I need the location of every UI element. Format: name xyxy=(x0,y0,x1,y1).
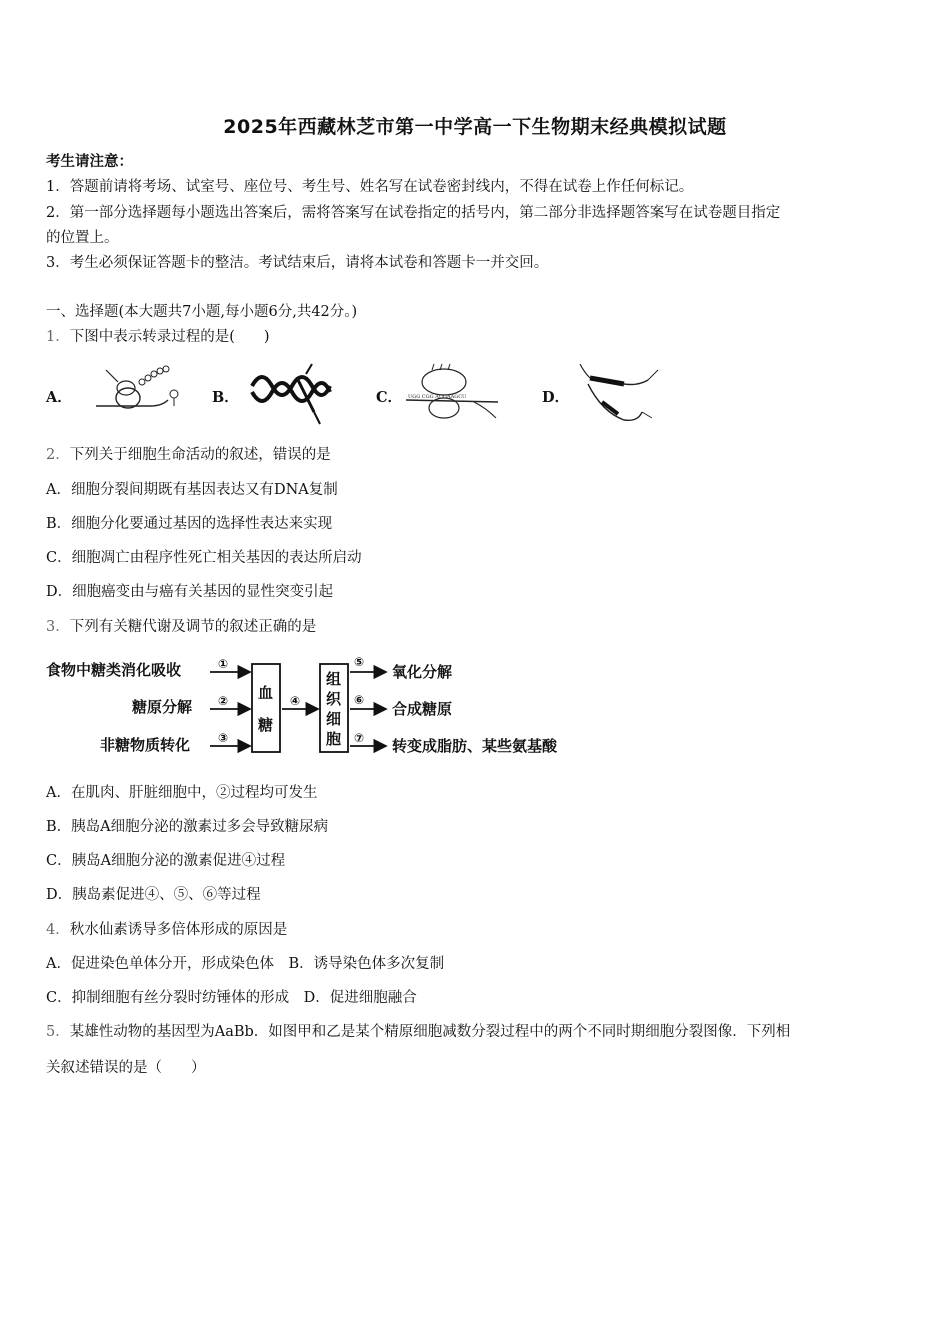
blood-sugar-box xyxy=(252,664,280,752)
question-stem: 下列关于细胞生命活动的叙述，错误的是 xyxy=(69,447,331,463)
svg-text:UGG CGG AUGAAGCU: UGG CGG AUGAAGCU xyxy=(408,394,467,400)
target-oxidation: 氧化分解 xyxy=(392,663,453,681)
q3-option-d: D．胰岛素促进④、⑤、⑥等过程 xyxy=(46,887,261,903)
mark-6: ⑥ xyxy=(354,693,365,707)
q1-option-c-label: C． xyxy=(376,389,403,406)
question-number: 1． xyxy=(46,329,70,345)
box2-char-2: 织 xyxy=(326,690,342,708)
question-stem: 秋水仙素诱导多倍体形成的原因是 xyxy=(69,922,288,938)
mark-3: ③ xyxy=(218,731,229,745)
q3-option-a: A．在肌肉、肝脏细胞中，②过程均可发生 xyxy=(46,785,318,801)
q1-option-d-image xyxy=(572,362,662,426)
box2-char-1: 组 xyxy=(326,670,342,688)
mark-1: ① xyxy=(218,657,229,671)
q2-option-a: A．细胞分裂间期既有基因表达又有DNA复制 xyxy=(46,482,338,498)
box1-char-1: 血 xyxy=(258,684,274,702)
question-4 xyxy=(46,920,287,940)
question-3 xyxy=(46,617,316,637)
target-glycogen-synthesis: 合成糖原 xyxy=(392,700,453,718)
q2-option-b: B．细胞分化要通过基因的选择性表达来实现 xyxy=(46,516,333,532)
question-5-cont: 关叙述错误的是（ ） xyxy=(46,1060,206,1076)
q2-option-d: D．细胞癌变由与癌有关基因的显性突变引起 xyxy=(46,584,334,600)
mark-5: ⑤ xyxy=(354,655,365,669)
q3-option-c: C．胰岛A细胞分泌的激素促进④过程 xyxy=(46,853,286,869)
q1-option-a-image xyxy=(92,362,188,424)
q1-option-c-image xyxy=(404,362,500,426)
notice-item-2-cont: 的位置上。 xyxy=(46,230,119,246)
q1-option-b-label: B． xyxy=(212,389,239,406)
question-2 xyxy=(46,445,331,465)
notice-heading: 考生请注意： xyxy=(46,153,133,170)
source-non-sugar: 非糖物质转化 xyxy=(100,736,191,754)
mark-4: ④ xyxy=(290,694,301,708)
q2-option-c: C．细胞凋亡由程序性死亡相关基因的表达所启动 xyxy=(46,550,362,566)
q1-image-options xyxy=(46,362,906,432)
question-5 xyxy=(46,1022,790,1042)
mark-2: ② xyxy=(218,694,229,708)
glucose-metabolism-diagram xyxy=(46,652,606,762)
q1-option-d-label: D． xyxy=(542,389,570,406)
mark-7: ⑦ xyxy=(354,731,365,745)
question-stem: 下列有关糖代谢及调节的叙述正确的是 xyxy=(69,619,317,635)
question-number: 4． xyxy=(46,922,70,938)
section-heading: 一、选择题(本大题共7小题,每小题6分,共42分。) xyxy=(46,304,358,320)
box1-char-2: 糖 xyxy=(258,716,274,734)
notice-item-1: 1．答题前请将考场、试室号、座位号、考生号、姓名写在试卷密封线内，不得在试卷上作任何标记。 xyxy=(46,179,694,195)
notice-item-3: 3．考生必须保证答题卡的整洁。考试结束后，请将本试卷和答题卡一并交回。 xyxy=(46,255,549,271)
target-conversion: 转变成脂肪、某些氨基酸 xyxy=(392,737,558,755)
question-number: 3． xyxy=(46,619,70,635)
q4-options-ab: A．促进染色单体分开，形成染色体 B．诱导染色体多次复制 xyxy=(46,956,445,972)
page-title: 2025年西藏林芝市第一中学高一下生物期末经典模拟试题 xyxy=(223,116,727,138)
q1-option-a-label: A． xyxy=(46,389,72,406)
question-stem-line-1: 某雄性动物的基因型为AaBb．如图甲和乙是某个精原细胞减数分裂过程中的两个不同时期细胞分裂图像．下列相 xyxy=(69,1024,791,1040)
question-number: 5． xyxy=(46,1024,70,1040)
question-stem: 下图中表示转录过程的是( ) xyxy=(69,329,270,345)
question-1 xyxy=(46,327,270,347)
q4-options-cd: C．抑制细胞有丝分裂时纺锤体的形成 D．促进细胞融合 xyxy=(46,990,417,1006)
q1-option-b-image xyxy=(250,362,332,426)
question-number: 2． xyxy=(46,447,70,463)
source-glycogen: 糖原分解 xyxy=(132,698,193,716)
q3-option-b: B．胰岛A细胞分泌的激素过多会导致糖尿病 xyxy=(46,819,329,835)
box2-char-4: 胞 xyxy=(326,730,342,748)
notice-item-2: 2．第一部分选择题每小题选出答案后，需将答案写在试卷指定的括号内，第二部分非选择题答案写在试卷题目指定 xyxy=(46,205,781,221)
box2-char-3: 细 xyxy=(326,710,342,728)
source-food: 食物中糖类消化吸收 xyxy=(46,661,182,679)
